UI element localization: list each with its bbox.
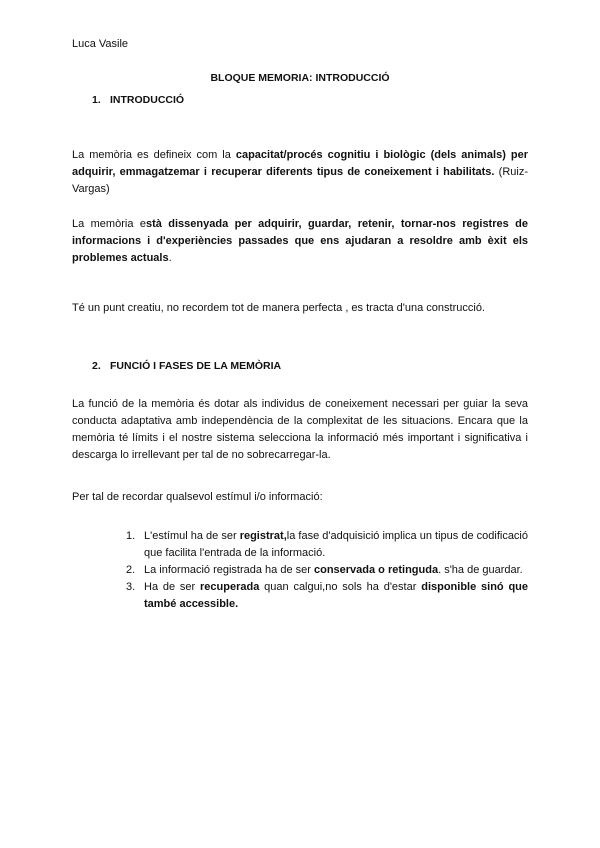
author-name: Luca Vasile (72, 38, 129, 50)
paragraph-design (72, 216, 528, 267)
paragraph-function: La funció de la memòria és dotar als individus de coneixement necessari per guiar la seva conducta adaptativa amb independència de la complexitat de les situacions. Encara que la memòria té límits i el nostre sistema selecciona la informació més important i significativa i descarga lo irrellevant per tal de no sobrecarregar-la. (72, 398, 528, 461)
section-heading-introduccio (92, 92, 184, 109)
text-run: Ha de ser (144, 581, 201, 593)
bold-text-run: registrat, (239, 530, 287, 542)
list-number: 3. (126, 581, 136, 593)
text-run: la fase d'adquisició implica un tipus de codificació que facilita l'entrada de la informació. (144, 530, 528, 559)
paragraph-creative: Té un punt creatiu, no recordem tot de manera perfecta , es tracta d'una construcció. (72, 302, 485, 314)
list-item (126, 579, 528, 613)
text-run: (Ruiz-Vargas) (72, 166, 528, 195)
list-number: 1. (126, 530, 136, 542)
paragraph-definition (72, 147, 528, 198)
bold-text-run: conservada o retinguda (313, 564, 439, 576)
text-run: L'estímul ha de ser (144, 530, 240, 542)
bold-text-run: disponible sinó que també accessible. (144, 581, 529, 610)
bold-text-run: stà dissenyada per adquirir, guardar, retenir, tornar-nos registres de informacions i d'experiències passades que ens ajudaran a resoldre amb èxit els problemes actuals (72, 218, 528, 264)
list-item (126, 528, 528, 562)
section-number: 1. (92, 94, 101, 106)
phases-list (126, 528, 528, 613)
document-title: BLOQUE MEMORIA: INTRODUCCIÓ (210, 72, 390, 84)
list-item (126, 562, 528, 579)
text-run: . (168, 252, 172, 264)
bold-text-run: recuperada (200, 581, 260, 593)
section-title: FUNCIÓ I FASES DE LA MEMÒRIA (110, 360, 282, 372)
text-run: La memòria e (72, 218, 146, 230)
text-run: . s'ha de guardar. (438, 564, 523, 576)
text-run: La memòria es defineix com la (72, 149, 236, 161)
list-number: 2. (126, 564, 136, 576)
text-run: La informació registrada ha de ser (144, 564, 314, 576)
section-number: 2. (92, 360, 101, 372)
section-heading-funcio (92, 358, 281, 375)
text-run: quan calgui,no sols ha d'estar (259, 581, 422, 593)
paragraph-intro-list: Per tal de recordar qualsevol estímul i/o informació: (72, 491, 323, 503)
section-title: INTRODUCCIÓ (110, 94, 185, 106)
bold-text-run: capacitat/procés cognitiu i biològic (dels animals) per adquirir, emmagatzemar i recuperar diferents tipus de coneixement i habilitats. (72, 149, 528, 178)
